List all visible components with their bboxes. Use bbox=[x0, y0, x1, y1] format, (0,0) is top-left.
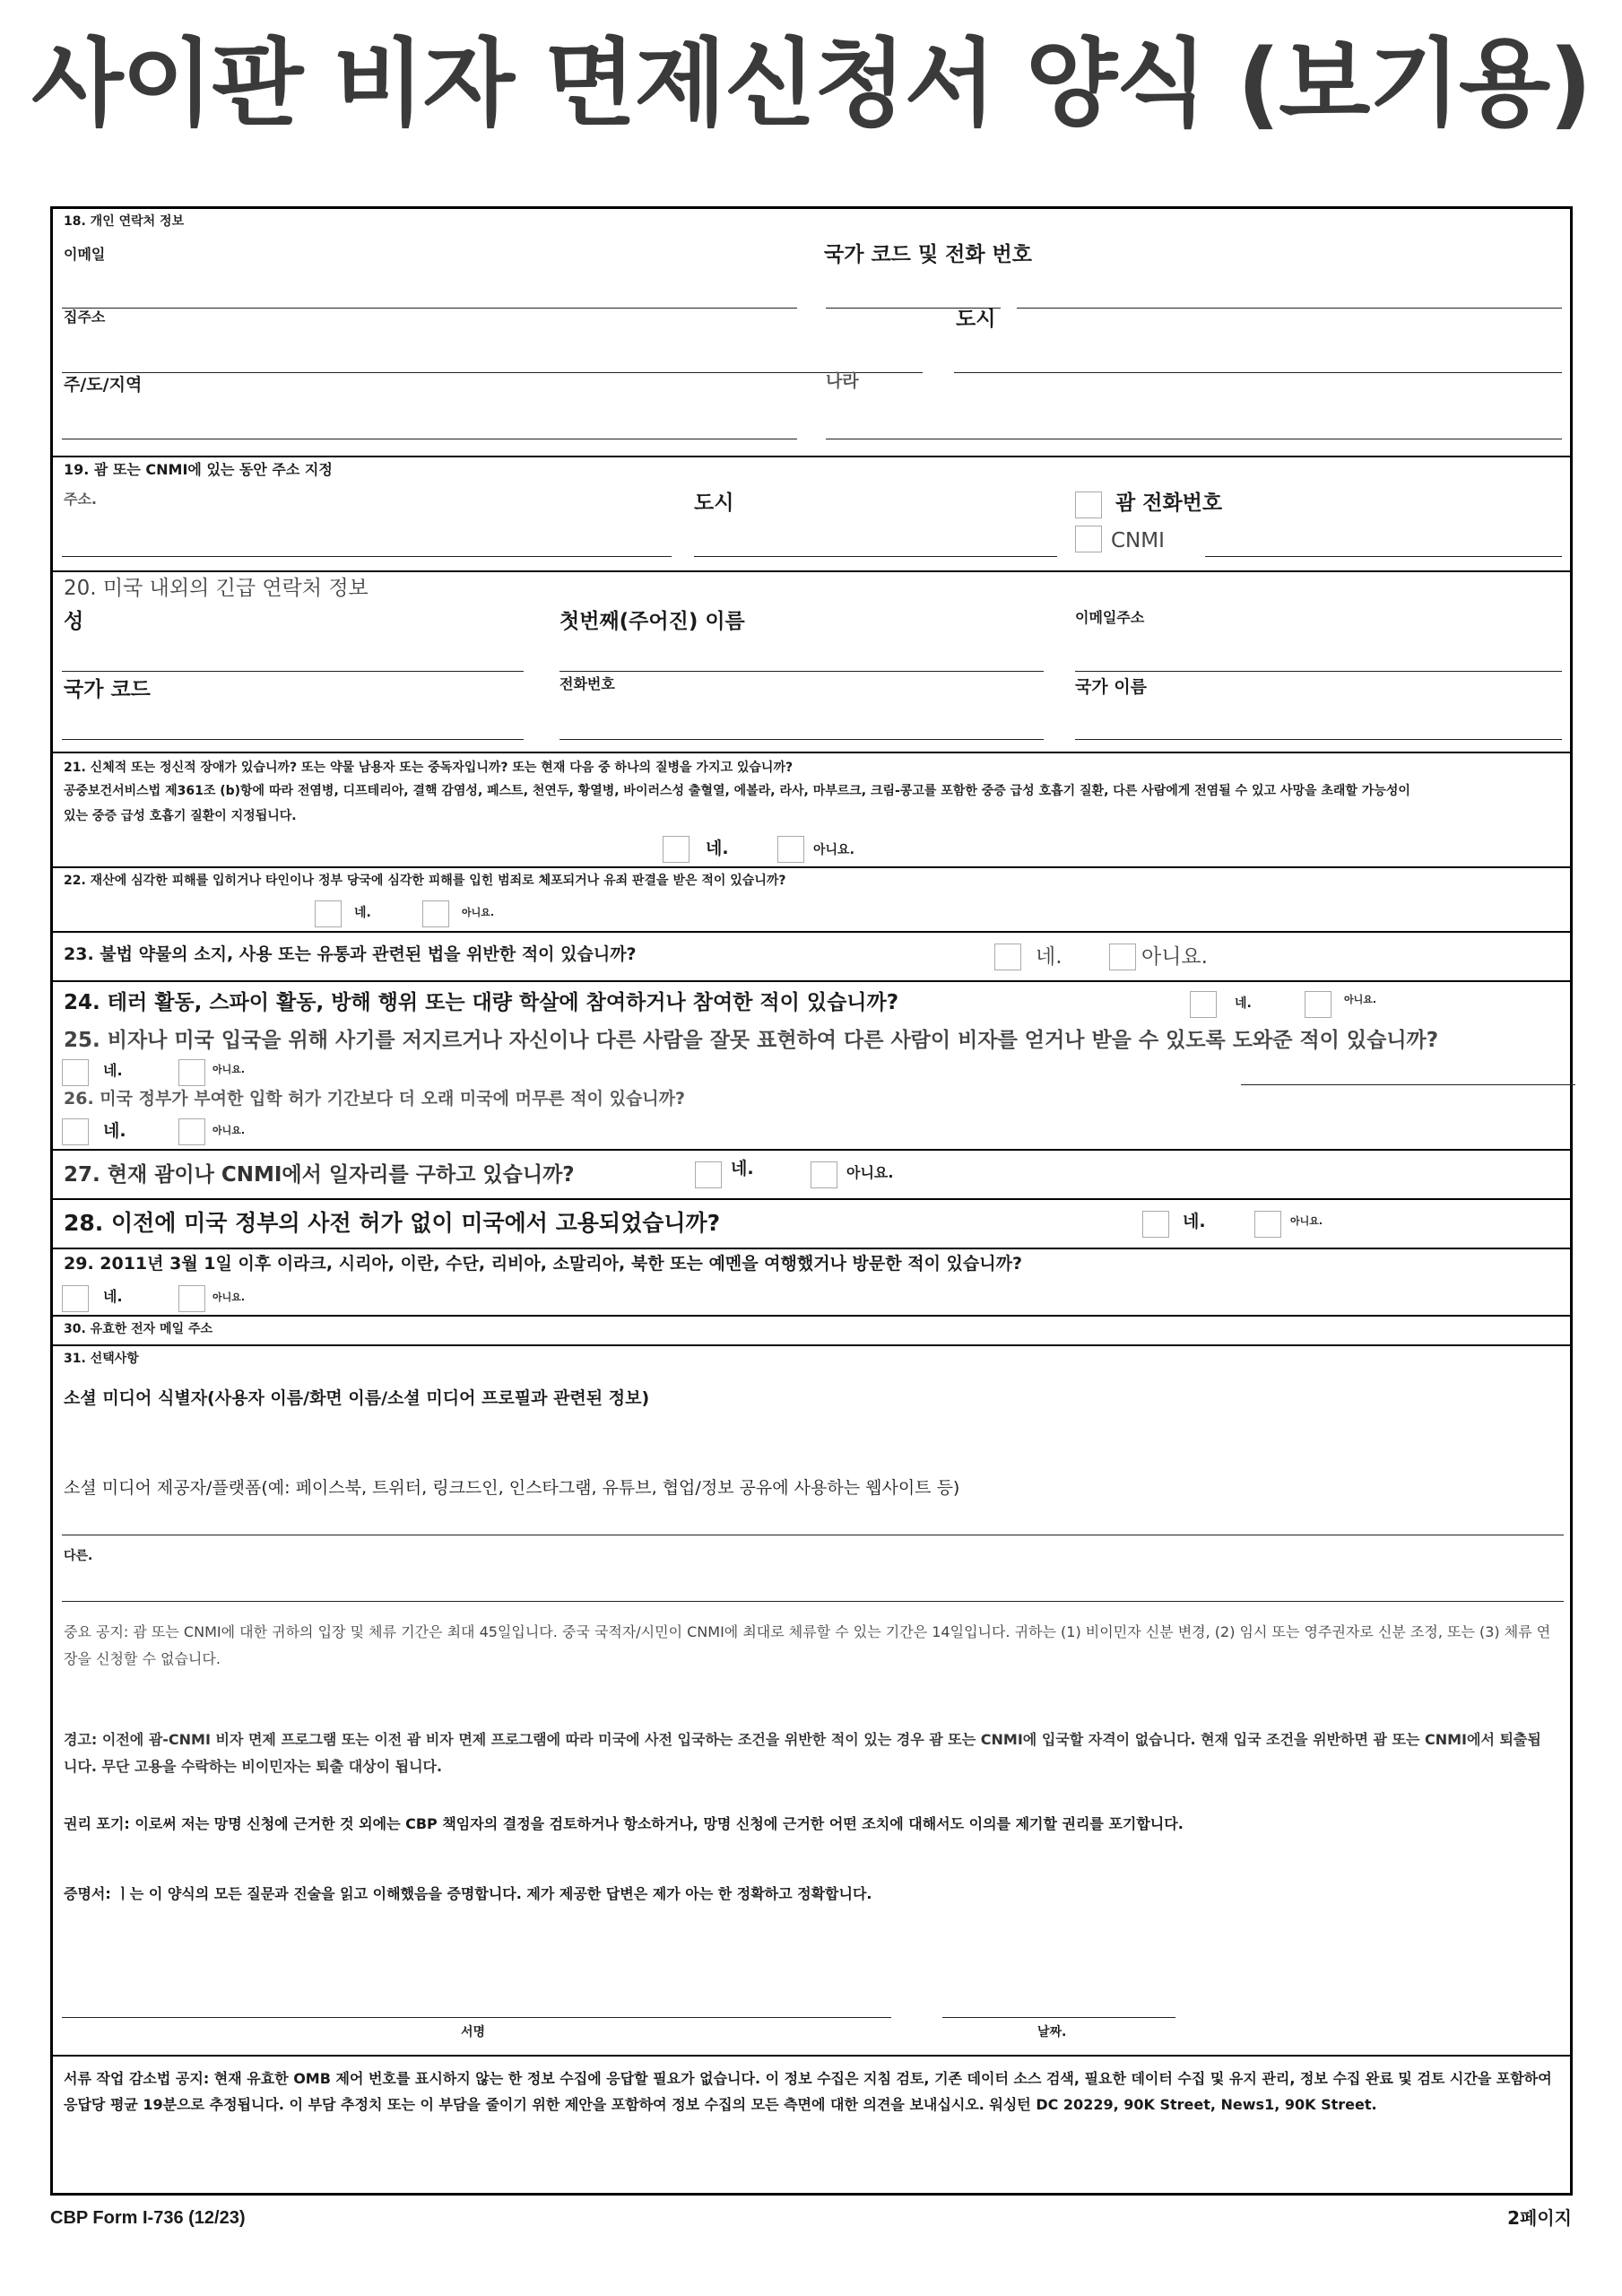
q21-no-label: 아니요. bbox=[813, 843, 854, 857]
q24-text: 24. 테러 활동, 스파이 활동, 방해 행위 또는 대량 학살에 참여하거나 참여한 적이 있습니까? bbox=[64, 991, 899, 1014]
form-id: CBP Form I-736 (12/23) bbox=[50, 2208, 246, 2228]
q27-no-checkbox[interactable] bbox=[811, 1161, 837, 1188]
s19-heading: 19. 괌 또는 CNMI에 있는 동안 주소 지정 bbox=[64, 461, 333, 478]
q28-no-checkbox[interactable] bbox=[1254, 1211, 1281, 1238]
q25-yes-checkbox[interactable] bbox=[62, 1059, 89, 1086]
email-label: 이메일 bbox=[64, 246, 106, 263]
q26-no-label: 아니요. bbox=[213, 1125, 246, 1136]
q29-no-checkbox[interactable] bbox=[178, 1285, 205, 1312]
question-21 bbox=[53, 752, 1570, 866]
ec-email-field[interactable] bbox=[1075, 671, 1562, 672]
stay-address-field[interactable] bbox=[62, 556, 672, 557]
social-provider-label: 소셜 미디어 제공자/플랫폼(예: 페이스북, 트위터, 링크드인, 인스타그램, 유튜브, 협업/정보 공유에 사용하는 웹사이트 등) bbox=[64, 1478, 960, 1498]
country-label: 나라 bbox=[826, 371, 859, 391]
q23-yes-checkbox[interactable] bbox=[994, 944, 1021, 970]
q22-no-checkbox[interactable] bbox=[422, 900, 449, 927]
ec-country-code-field[interactable] bbox=[62, 739, 524, 740]
section-31 bbox=[53, 1344, 1570, 2055]
q28-yes-label: 네. bbox=[1183, 1212, 1206, 1231]
signature-label: 서명 bbox=[461, 2025, 486, 2039]
q24-no-label: 아니요. bbox=[1344, 994, 1377, 1005]
cnmi-label: CNMI bbox=[1111, 529, 1165, 552]
q22-text: 22. 재산에 심각한 피해를 입히거나 타인이나 정부 당국에 심각한 피해를 입힌 범죄로 체포되거나 유죄 판결을 받은 적이 있습니까? bbox=[64, 874, 786, 888]
q29-text: 29. 2011년 3월 1일 이후 이라크, 시리아, 이란, 수단, 리비아, 소말리아, 북한 또는 예멘을 여행했거나 방문한 적이 있습니까? bbox=[64, 1254, 1022, 1274]
certification-notice: 증명서: ㅣ는 이 양식의 모든 질문과 진술을 읽고 이해했음을 증명합니다. 제가 제공한 답변은 제가 아는 한 정확하고 정확합니다. bbox=[64, 1885, 872, 1902]
q22-yes-label: 네. bbox=[354, 906, 371, 920]
q29-yes-label: 네. bbox=[103, 1288, 123, 1305]
ec-email-label: 이메일주소 bbox=[1075, 609, 1145, 626]
question-22 bbox=[53, 866, 1570, 931]
date-field[interactable] bbox=[942, 2017, 1175, 2018]
q23-no-label: 아니요. bbox=[1141, 945, 1208, 969]
q24-yes-checkbox[interactable] bbox=[1190, 991, 1217, 1018]
section-30 bbox=[53, 1315, 1570, 1344]
email-field[interactable] bbox=[62, 308, 797, 309]
page-number: 2페이지 bbox=[1507, 2207, 1572, 2229]
stay-city-field[interactable] bbox=[694, 556, 1057, 557]
q25-no-label: 아니요. bbox=[213, 1064, 246, 1075]
q28-no-label: 아니요. bbox=[1290, 1215, 1323, 1227]
q25-yes-label: 네. bbox=[103, 1062, 123, 1079]
q27-text: 27. 현재 괌이나 CNMI에서 일자리를 구하고 있습니까? bbox=[64, 1163, 575, 1187]
q23-text: 23. 불법 약물의 소지, 사용 또는 유통과 관련된 법을 위반한 적이 있습니까? bbox=[64, 944, 637, 964]
q26-yes-checkbox[interactable] bbox=[62, 1118, 89, 1145]
ec-country-code-label: 국가 코드 bbox=[64, 678, 151, 701]
ec-phone-field[interactable] bbox=[559, 739, 1044, 740]
ec-surname-label: 성 bbox=[64, 610, 84, 633]
q21-yes-label: 네. bbox=[706, 839, 729, 858]
question-23 bbox=[53, 931, 1570, 980]
q27-no-label: 아니요. bbox=[846, 1164, 894, 1181]
q25-divider bbox=[1241, 1084, 1575, 1085]
phone-field[interactable] bbox=[1017, 308, 1562, 309]
q28-text: 28. 이전에 미국 정부의 사전 허가 없이 미국에서 고용되었습니까? bbox=[64, 1210, 721, 1236]
date-label: 날짜. bbox=[1037, 2025, 1067, 2039]
city-field[interactable] bbox=[954, 372, 1562, 373]
s20-heading: 20. 미국 내외의 긴급 연락처 정보 bbox=[64, 577, 369, 600]
q23-no-checkbox[interactable] bbox=[1109, 944, 1136, 970]
s31-heading: 31. 선택사항 bbox=[64, 1352, 139, 1366]
question-29 bbox=[53, 1248, 1570, 1315]
s18-heading: 18. 개인 연락처 정보 bbox=[64, 214, 185, 229]
city-label: 도시 bbox=[956, 308, 996, 331]
q26-text: 26. 미국 정부가 부여한 입학 허가 기간보다 더 오래 미국에 머무른 적이 있습니까? bbox=[64, 1089, 686, 1109]
q27-yes-label: 네. bbox=[731, 1159, 754, 1178]
other-field[interactable] bbox=[62, 1601, 1564, 1602]
s30-heading: 30. 유효한 전자 메일 주소 bbox=[64, 1322, 213, 1336]
cnmi-checkbox[interactable] bbox=[1075, 526, 1102, 552]
ec-given-name-label: 첫번째(주어진) 이름 bbox=[559, 610, 745, 633]
q21-no-checkbox[interactable] bbox=[777, 836, 804, 863]
q25-no-checkbox[interactable] bbox=[178, 1059, 205, 1086]
important-notice: 중요 공지: 괌 또는 CNMI에 대한 귀하의 입장 및 체류 기간은 최대 45일입니다. 중국 국적자/시민이 CNMI에 최대로 체류할 수 있는 기간은 14일입니다. 귀하는 (1) 비이민자 신분 변경, (2) 임시 또는 영주권자로 신분 조정, 또는 (3) 체류 연장을 신청할 수 없습니다. bbox=[64, 1623, 1551, 1667]
question-25 bbox=[53, 1025, 1570, 1086]
home-address-label: 집주소 bbox=[64, 309, 106, 326]
q27-yes-checkbox[interactable] bbox=[695, 1161, 722, 1188]
paperwork-notice: 서류 작업 감소법 공지: 현재 유효한 OMB 제어 번호를 표시하지 않는 한 정보 수집에 응답할 필요가 없습니다. 이 정보 수집은 지침 검토, 기존 데이터 소스 검색, 필요한 데이터 수집 및 유지 관리, 정보 수집 완료 및 검토 시간을 포함하여 응답당 평균 19분으로 추정됩니다. 이 부담 추정치 또는 이 부담을 줄이기 위한 제안을 포함하여 정보 수집의 모든 측면에 대한 의견을 보내십시오. 워싱턴 DC 20229, 90K Street, News1, 90K Street. bbox=[64, 2070, 1552, 2113]
home-address-field[interactable] bbox=[62, 372, 923, 373]
local-phone-field[interactable] bbox=[1205, 556, 1562, 557]
waiver-notice: 권리 포기: 이로써 저는 망명 신청에 근거한 것 외에는 CBP 책임자의 결정을 검토하거나 항소하거나, 망명 신청에 근거한 어떤 조치에 대해서도 이의를 제기할 권리를 포기합니다. bbox=[64, 1815, 1184, 1832]
stay-address-label: 주소. bbox=[64, 491, 97, 508]
q22-yes-checkbox[interactable] bbox=[315, 900, 342, 927]
q22-no-label: 아니요. bbox=[462, 907, 495, 918]
other-label: 다른. bbox=[64, 1549, 93, 1563]
question-28 bbox=[53, 1198, 1570, 1248]
country-phone-label: 국가 코드 및 전화 번호 bbox=[824, 243, 1032, 266]
social-id-label: 소셜 미디어 식별자(사용자 이름/화면 이름/소셜 미디어 프로필과 관련된 정보) bbox=[64, 1388, 650, 1408]
guam-phone-label: 괌 전화번호 bbox=[1115, 491, 1223, 515]
page-title: 사이판 비자 면제신청서 양식 (보기용) bbox=[31, 29, 1591, 139]
q21-line3: 있는 중증 급성 호흡기 질환이 지정됩니다. bbox=[64, 809, 297, 823]
stay-city-label: 도시 bbox=[694, 491, 734, 515]
q29-no-label: 아니요. bbox=[213, 1292, 246, 1303]
section-18 bbox=[53, 209, 1570, 456]
ec-country-name-label: 국가 이름 bbox=[1075, 677, 1148, 697]
q26-yes-label: 네. bbox=[103, 1121, 126, 1141]
paperwork-section bbox=[53, 2055, 1570, 2196]
question-27 bbox=[53, 1149, 1570, 1198]
q21-yes-checkbox[interactable] bbox=[663, 836, 690, 863]
q21-line1: 21. 신체적 또는 정신적 장애가 있습니까? 또는 약물 남용자 또는 중독자입니까? 또는 현재 다음 중 하나의 질병을 가지고 있습니까? bbox=[64, 761, 794, 775]
guam-checkbox[interactable] bbox=[1075, 491, 1102, 518]
q24-no-checkbox[interactable] bbox=[1305, 991, 1331, 1018]
state-label: 주/도/지역 bbox=[64, 375, 143, 395]
question-26 bbox=[53, 1086, 1570, 1149]
ec-given-name-field[interactable] bbox=[559, 671, 1044, 672]
section-20 bbox=[53, 570, 1570, 752]
ec-phone-label: 전화번호 bbox=[559, 675, 615, 692]
form-body bbox=[50, 206, 1573, 2196]
ec-surname-field[interactable] bbox=[62, 671, 524, 672]
ec-country-name-field[interactable] bbox=[1075, 739, 1562, 740]
section-19 bbox=[53, 456, 1570, 570]
q21-line2: 공중보건서비스법 제361조 (b)항에 따라 전염병, 디프테리아, 결핵 감염성, 페스트, 천연두, 황열병, 바이러스성 출혈열, 에볼라, 라사, 마부르크, 크림-콩고를 포함한 중증 급성 호흡기 질환, 다른 사람에게 전염될 수 있고 사망을 초래할 가능성이 bbox=[64, 784, 1410, 798]
signature-field[interactable] bbox=[62, 2017, 891, 2018]
q29-yes-checkbox[interactable] bbox=[62, 1285, 89, 1312]
q26-no-checkbox[interactable] bbox=[178, 1118, 205, 1145]
q25-text: 25. 비자나 미국 입국을 위해 사기를 저지르거나 자신이나 다른 사람을 잘못 표현하여 다른 사람이 비자를 얻거나 받을 수 있도록 도와준 적이 있습니까? bbox=[64, 1029, 1439, 1052]
q24-yes-label: 네. bbox=[1235, 996, 1252, 1011]
q28-yes-checkbox[interactable] bbox=[1142, 1211, 1169, 1238]
warning-notice: 경고: 이전에 괌-CNMI 비자 면제 프로그램 또는 이전 괌 비자 면제 프로그램에 따라 미국에 사전 입국하는 조건을 위반한 적이 있는 경우 괌 또는 CNMI에 입국할 자격이 없습니다. 현재 입국 조건을 위반하면 괌 또는 CNMI에서 퇴출됩니다. 무단 고용을 수락하는 비이민자는 퇴출 대상이 됩니다. bbox=[64, 1731, 1541, 1775]
q23-yes-label: 네. bbox=[1036, 945, 1063, 969]
question-24 bbox=[53, 980, 1570, 1025]
